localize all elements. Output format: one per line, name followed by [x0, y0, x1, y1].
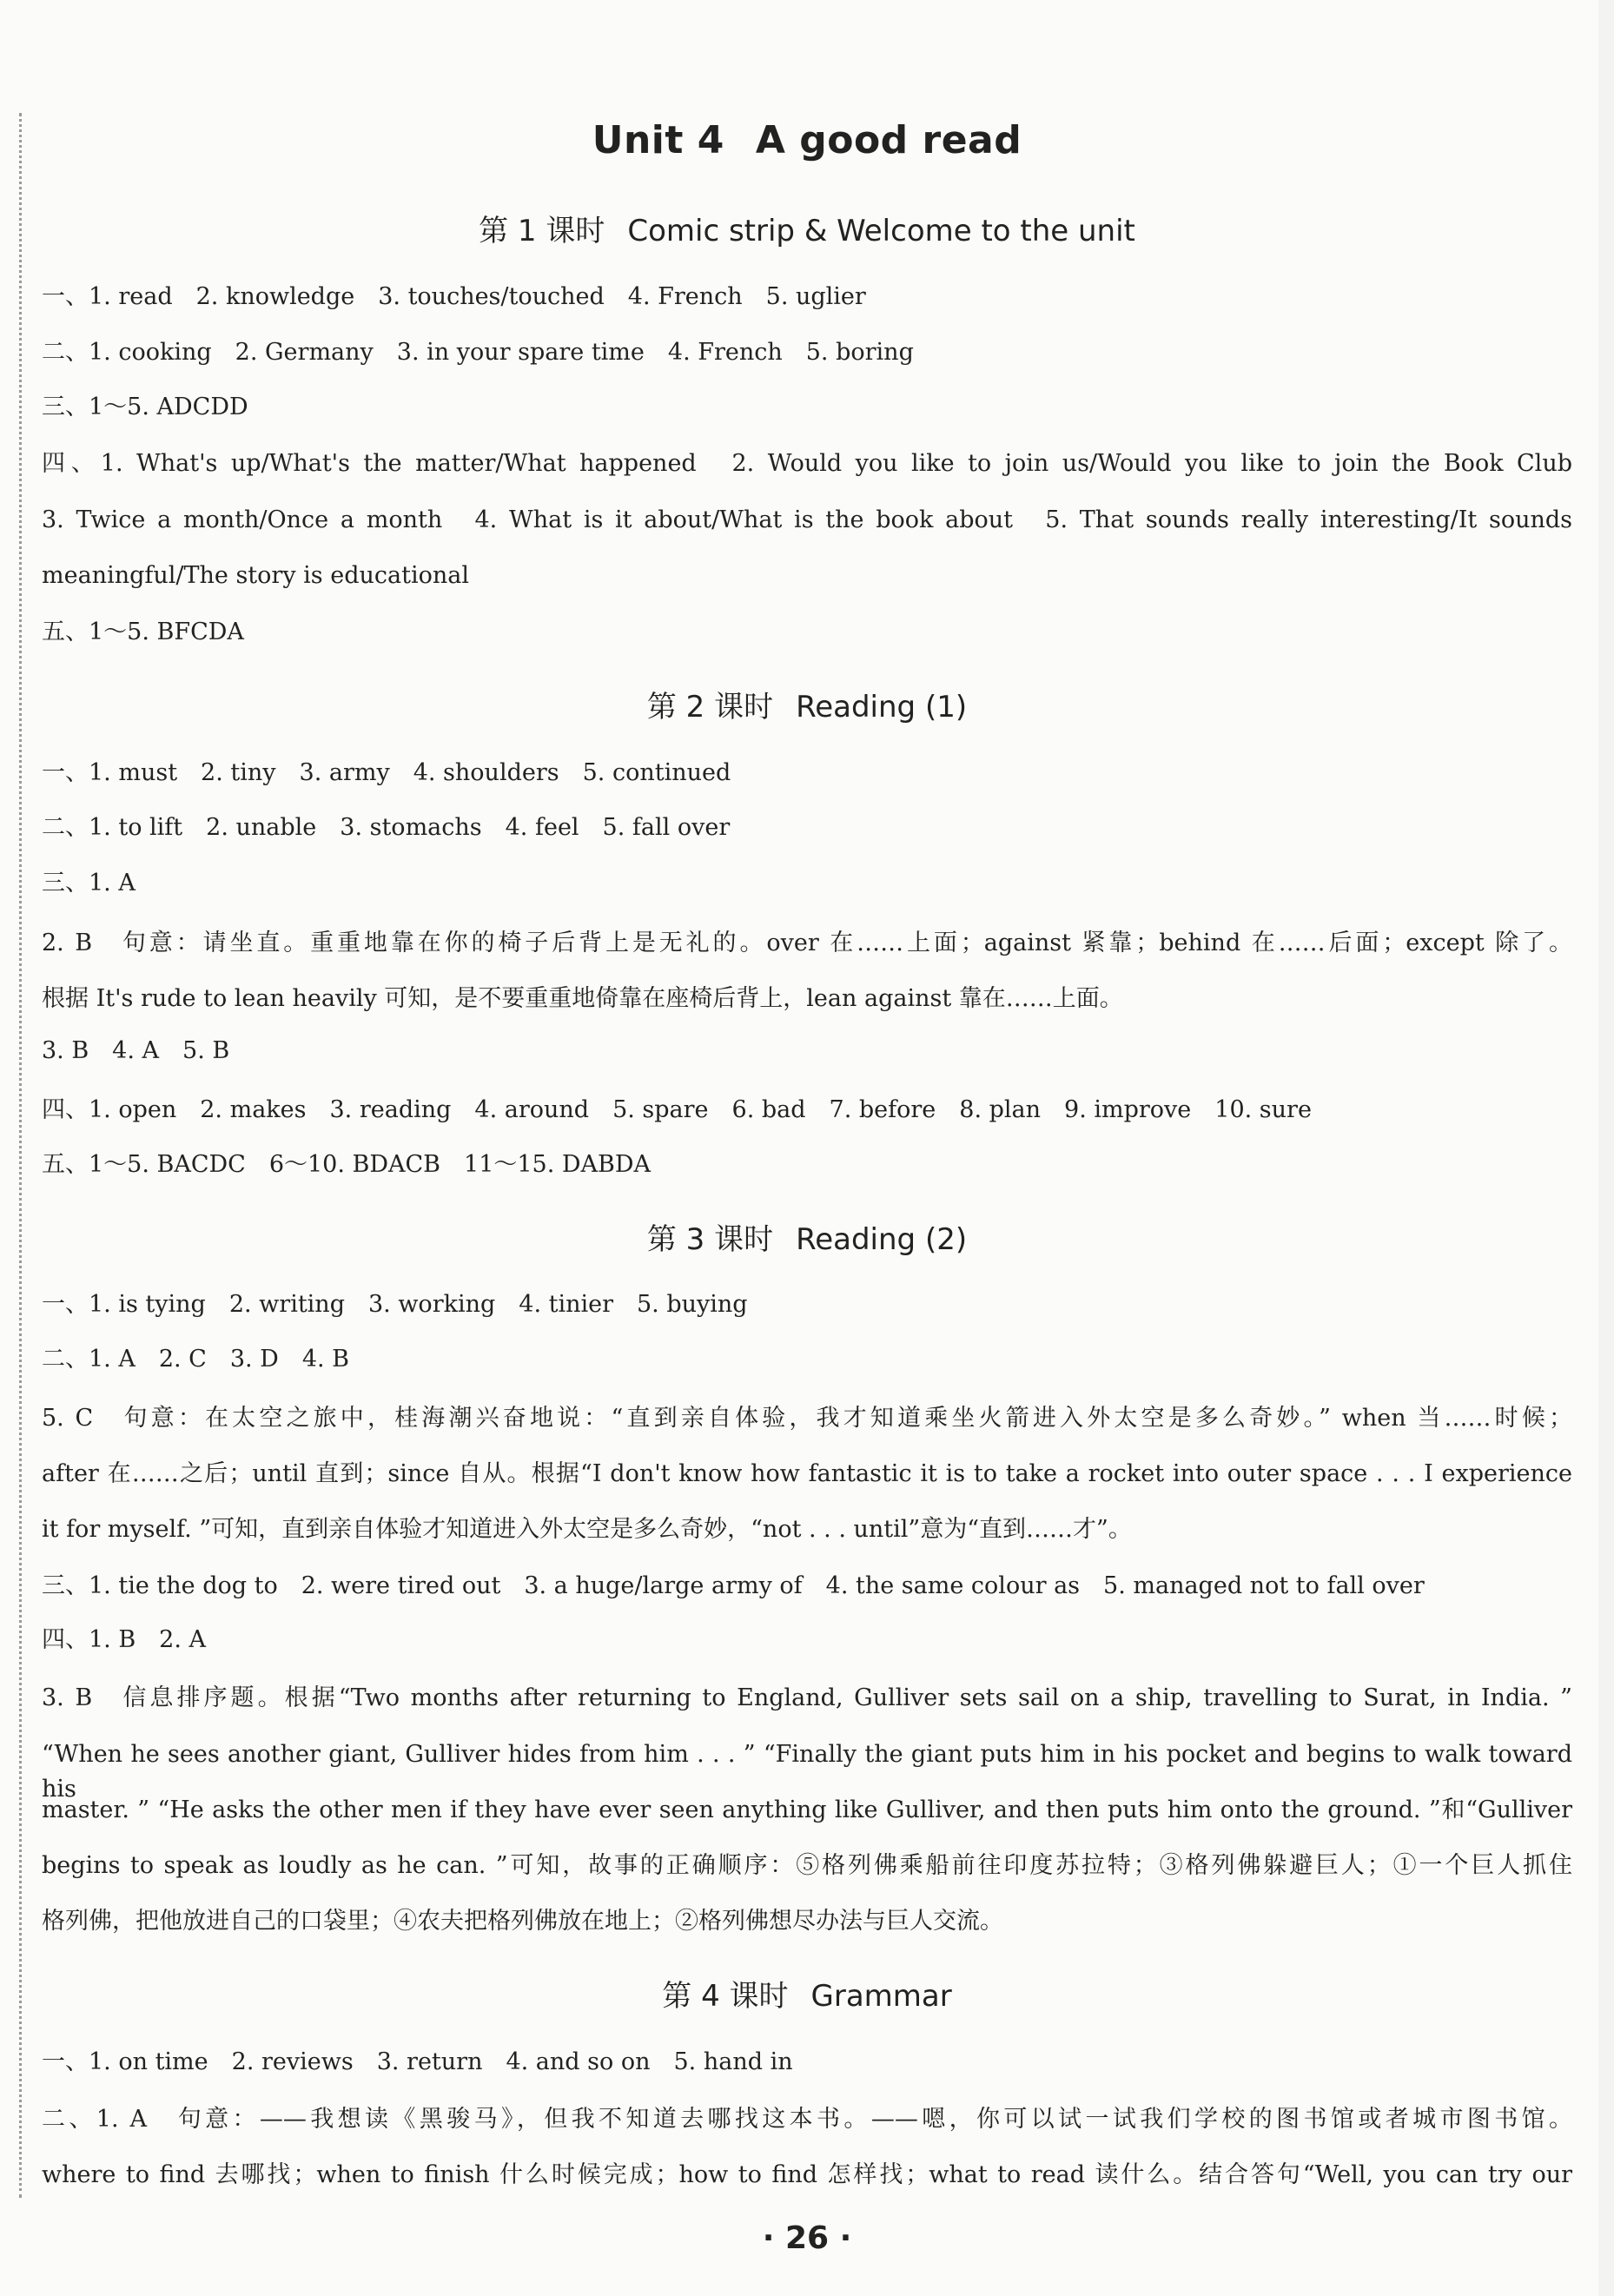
page-number: · 26 · — [762, 2220, 852, 2256]
answer-line: 3. B 信息排序题。根据“Two months after returning to England, Gulliver sets sail on a ship, travelling to Surat, in India. ” — [42, 1684, 1572, 1711]
answer-line: after 在……之后；until 直到；since 自从。根据“I don't know how fantastic it is to take a rocket into outer space . . . I experience — [42, 1460, 1572, 1487]
answer-line: 四、1. open 2. makes 3. reading 4. around 5. spare 6. bad 7. before 8. plan 9. improve 10. sure — [42, 1096, 1312, 1123]
answer-line: meaningful/The story is educational — [42, 562, 469, 589]
section-title-3: 第 3 课时 Reading (2) — [646, 1222, 968, 1257]
answer-line: 3. Twice a month/Once a month 4. What is it about/What is the book about 5. That sounds really interesting/It sounds — [42, 506, 1572, 533]
answer-line: 格列佛，把他放进自己的口袋里；④农夫把格列佛放在地上；②格列佛想尽办法与巨人交流。 — [42, 1908, 1003, 1935]
answer-line: 一、1. is tying 2. writing 3. working 4. tinier 5. buying — [42, 1291, 748, 1318]
answer-line: 三、1. tie the dog to 2. were tired out 3. a huge/large army of 4. the same colour as 5. managed not to fall over — [42, 1572, 1425, 1599]
answer-line: “When he sees another giant, Gulliver hides from him . . . ” “Finally the giant puts him in his pocket and begins to walk toward his — [42, 1741, 1572, 1803]
answer-line: 二、1. cooking 2. Germany 3. in your spare time 4. French 5. boring — [42, 339, 914, 366]
answer-line: 一、1. must 2. tiny 3. army 4. shoulders 5. continued — [42, 759, 731, 786]
answer-line: 三、1～5. ADCDD — [42, 394, 248, 420]
answer-line: where to find 去哪找；when to finish 什么时候完成；how to find 怎样找；what to read 读什么。结合答句“Well, you can try our — [42, 2161, 1572, 2188]
answer-line: 五、1～5. BFCDA — [42, 619, 244, 645]
answer-line: 二、1. A 句意：——我想读《黑骏马》，但我不知道去哪找这本书。——嗯，你可以试一试我们学校的图书馆或者城市图书馆。 — [42, 2106, 1572, 2133]
section-title-1: 第 1 课时 Comic strip & Welcome to the unit — [479, 214, 1135, 248]
answer-line: 二、1. to lift 2. unable 3. stomachs 4. feel 5. fall over — [42, 814, 731, 841]
answer-line: 四、1. What's up/What's the matter/What happened 2. Would you like to join us/Would you like to join the Book Club — [42, 450, 1572, 477]
answer-line: 一、1. on time 2. reviews 3. return 4. and so on 5. hand in — [42, 2048, 793, 2075]
answer-line: begins to speak as loudly as he can. ”可知，故事的正确顺序：⑤格列佛乘船前往印度苏拉特；③格列佛躲避巨人；①一个巨人抓住 — [42, 1852, 1572, 1879]
answer-line: 3. B 4. A 5. B — [42, 1037, 230, 1064]
section-title-2: 第 2 课时 Reading (1) — [646, 690, 968, 725]
answer-line: 2. B 句意：请坐直。重重地靠在你的椅子后背上是无礼的。over 在……上面；against 紧靠；behind 在……后面；except 除了。 — [42, 930, 1572, 956]
binding-dotted-line — [19, 113, 22, 2198]
answer-line: 四、1. B 2. A — [42, 1626, 207, 1653]
answer-line: 二、1. A 2. C 3. D 4. B — [42, 1346, 350, 1373]
unit-title: Unit 4 A good read — [592, 118, 1022, 162]
section-title-4: 第 4 课时 Grammar — [662, 1979, 952, 2014]
answer-line: 一、1. read 2. knowledge 3. touches/touched 4. French 5. uglier — [42, 283, 866, 310]
adjacent-page-edge — [1598, 0, 1614, 2296]
answer-line: master. ” “He asks the other men if they have ever seen anything like Gulliver, and then puts him onto the ground. ”和“Gulliver — [42, 1796, 1572, 1823]
answer-line: it for myself. ”可知，直到亲自体验才知道进入外太空是多么奇妙，“not . . . until”意为“直到……才”。 — [42, 1516, 1132, 1543]
answer-line: 根据 It's rude to lean heavily 可知，是不要重重地倚靠在座椅后背上，lean against 靠在……上面。 — [42, 985, 1123, 1012]
answer-line: 三、1. A — [42, 870, 136, 897]
answer-line: 5. C 句意：在太空之旅中，桂海潮兴奋地说：“直到亲自体验，我才知道乘坐火箭进入外太空是多么奇妙。” when 当……时候； — [42, 1405, 1572, 1432]
answer-line: 五、1～5. BACDC 6～10. BDACB 11～15. DABDA — [42, 1151, 652, 1178]
